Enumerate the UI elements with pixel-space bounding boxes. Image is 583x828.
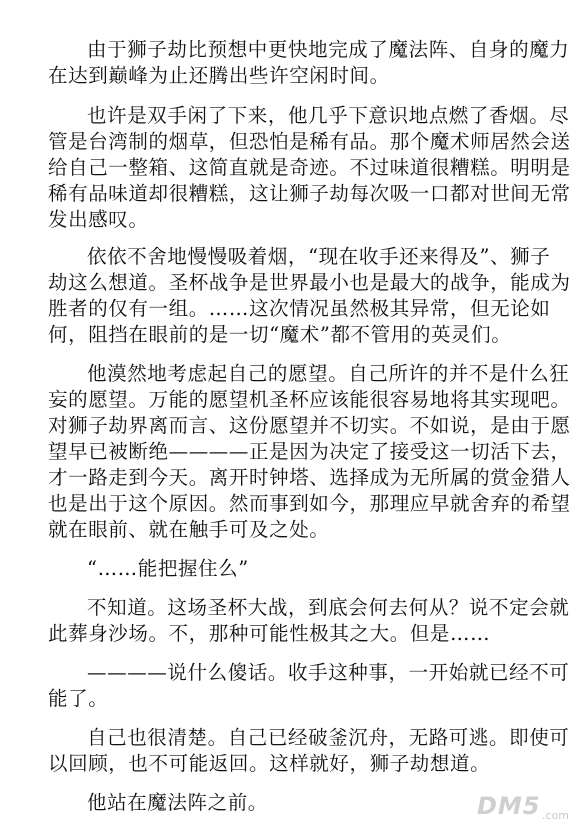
dialogue-line: “……能把握住么” <box>87 557 249 580</box>
text-line: 能了。 <box>48 687 109 710</box>
text-line: 给自己一整箱、这简直就是奇迹。不过味道很糟糕。明明是 <box>48 156 571 179</box>
watermark-suffix: .com <box>542 809 569 822</box>
text-line: 依依不舍地慢慢吸着烟，“现在收手还来得及”、狮子 <box>87 245 551 268</box>
text-line: 劫这么想道。圣杯战争是世界最小也是最大的战争，能成为 <box>48 271 571 294</box>
text-line: 才一路走到今天。离开时钟塔、选择成为无所属的赏金猎人 <box>48 466 571 489</box>
text-line: 也是出于这个原因。然而事到如今，那理应早就舍弃的希望 <box>48 492 571 515</box>
text-line: 妄的愿望。万能的愿望机圣杯应该能很容易地将其实现吧。 <box>48 388 571 411</box>
text-line: ————说什么傻话。收手这种事，一开始就已经不可 <box>87 661 570 684</box>
text-line: 自己也很清楚。自己已经破釜沉舟，无路可逃。即使可 <box>87 726 570 749</box>
text-line: 望早已被断绝————正是因为决定了接受这一切活下去， <box>48 440 571 463</box>
text-line: 不知道。这场圣杯大战，到底会何去何从？说不定会就 <box>87 596 570 619</box>
text-line: 他站在魔法阵之前。 <box>87 791 268 814</box>
text-line: 以回顾，也不可能返回。这样就好，狮子劫想道。 <box>48 752 491 775</box>
text-line: 对狮子劫界离而言、这份愿望并不切实。不如说，是由于愿 <box>48 414 571 437</box>
text-line: 他漠然地考虑起自己的愿望。自己所许的并不是什么狂 <box>87 362 570 385</box>
text-line: 管是台湾制的烟草，但恐怕是稀有品。那个魔术师居然会送 <box>48 130 571 153</box>
text-line: 由于狮子劫比预想中更快地完成了魔法阵、自身的魔力 <box>87 38 570 61</box>
text-line: 在达到巅峰为止还腾出些许空闲时间。 <box>48 64 390 87</box>
text-line: 何，阻挡在眼前的是一切“魔术”都不管用的英灵们。 <box>48 323 512 346</box>
text-line: 发出感叹。 <box>48 208 149 231</box>
text-line: 就在眼前、就在触手可及之处。 <box>48 518 330 541</box>
text-line: 稀有品味道却很糟糕，这让狮子劫每次吸一口都对世间无常 <box>48 182 571 205</box>
watermark-text: DM5 <box>477 792 541 820</box>
site-watermark-logo <box>477 792 569 824</box>
text-line: 胜者的仅有一组。……这次情况虽然极其异常，但无论如 <box>48 297 551 320</box>
text-line: 也许是双手闲了下来，他几乎下意识地点燃了香烟。尽 <box>87 104 570 127</box>
text-line: 此葬身沙场。不，那种可能性极其之大。但是…… <box>48 622 491 645</box>
